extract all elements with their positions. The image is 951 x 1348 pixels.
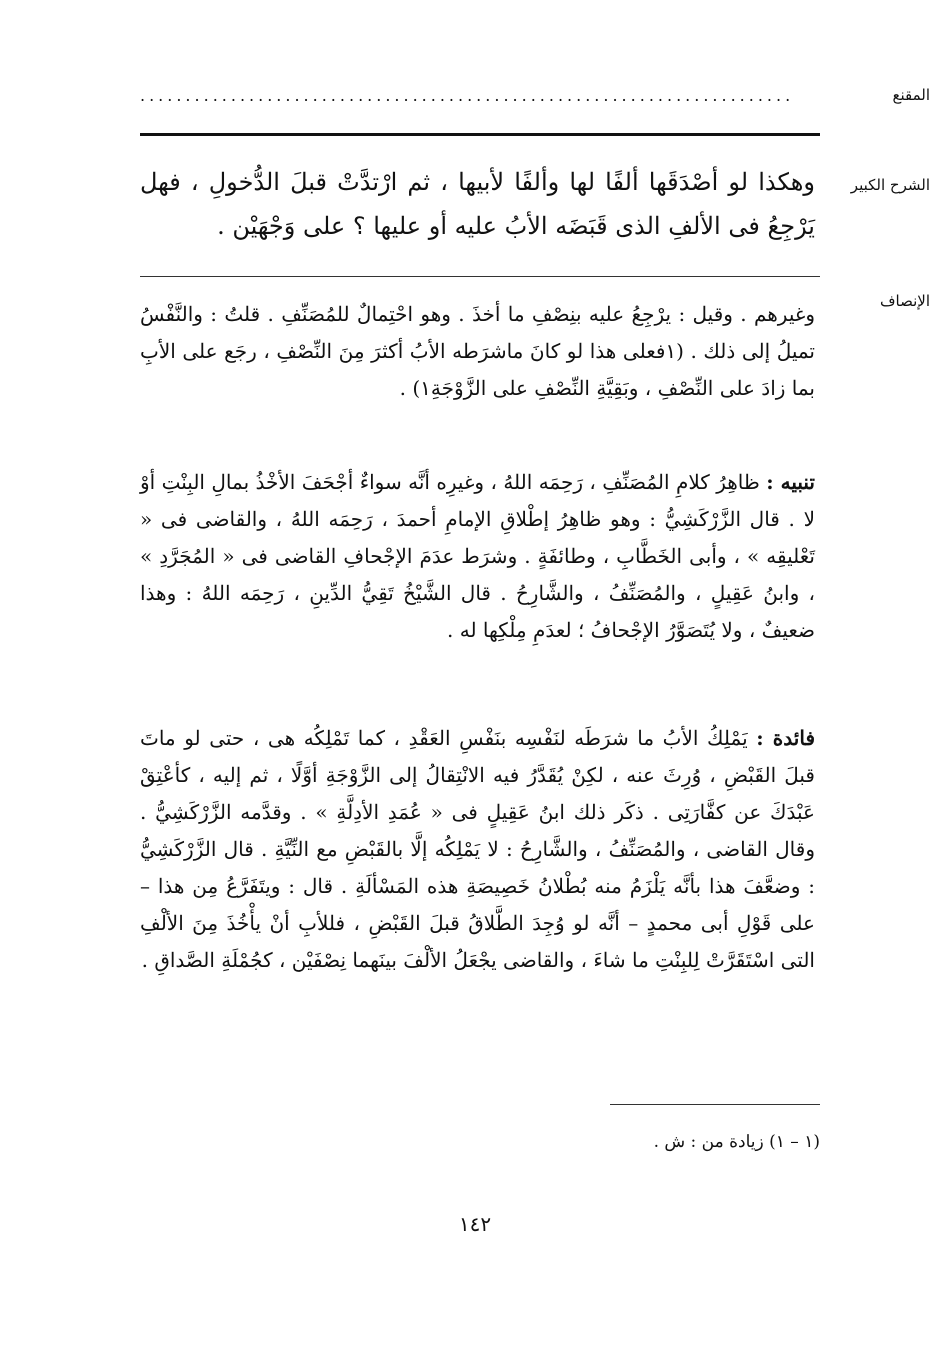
insaf-paragraph-1 <box>140 296 815 407</box>
faida-text: يَمْلِكُ الأبُ ما شرَطَه لنَفْسِه بنَفْسِ العَقْدِ ، كما تَمْلِكُه هى ، حتى لو ماتَ قبلَ القَبْضِ ، وُرِثَ عنه ، لكِنْ يُقَدَّرُ فيه الانْتِقالُ إلى الزَّوْجَةِ أوَّلًا ، ثم إليه ، كأعْتِقْ عَبْدَكَ عن كفَّارَتِى . ذكَر ذلك ابنُ عَقِيلٍ فى « عُمَدِ الأدِلَّةِ » . وقدَّمه الزَّرْكَشِيُّ . وقال القاضى ، والمُصَنِّفُ ، والشَّارِحُ : لا يَمْلِكُه إلَّا بالقَبْضِ مع النِّيَّةِ . قال الزَّرْكَشِيُّ : وضعَّفَ هذا بأنَّه يَلْزَمُ منه بُطْلانُ خَصِيصَةِ هذه المَسْألَةِ . قال : ويتَفَرَّعُ مِن هذا – على قَوْلِ أبى محمدٍ – أنَّه لو وُجِدَ الطَّلاقُ قبلَ القَبْضِ ، فللأبِ أنْ يأْخُذَ مِنَ الألْفِ التى اسْتَقَرَّتْ لِلبِنْتِ ما شاءَ ، والقاضى يجْعَلُ الألْفَ بينَهما نِصْفَيْن ، كجُمْلَةِ الصَّداقِ . <box>140 726 815 972</box>
tanbih-heading: تنبيه : <box>766 470 816 494</box>
section-divider <box>140 276 820 277</box>
page-number: ١٤٢ <box>458 1212 492 1236</box>
insaf-text-1: وغيرهم . وقيل : يرْجِعُ عليه بنِصْفِ ما أخذَ . وهو احْتِمالٌ للمُصَنِّفِ . قلتُ : والنَّفْسُ تميلُ إلى ذلك . (١فعلى هذا لو كانَ ماشرَطه الأبُ أكثرَ مِنَ النِّصْفِ ، رجَع على الأبِ بما زادَ على النِّصْفِ ، وبَقِيَّةِ النِّصْفِ على الزَّوْجَةِ١) . <box>140 302 815 400</box>
faida-heading: فائدة : <box>756 726 815 750</box>
faida-paragraph <box>140 720 815 979</box>
footnote-rule <box>610 1104 820 1105</box>
sharh-paragraph: وهكذا لو أصْدَقَها ألفًا لها وألفًا لأبيها ، ثم ارْتدَّتْ قبلَ الدُّخولِ ، فهل يَرْجِعُ فى الألفِ الذى قَبَضَه الأبُ عليه أو عليها ؟ على وَجْهَيْن . <box>140 168 815 240</box>
running-header-title: المقنع <box>892 86 930 104</box>
tanbih-paragraph <box>140 464 815 649</box>
footnote: (١ – ١) زيادة من : ش . <box>653 1132 820 1152</box>
tanbih-text: ظاهِرُ كلامِ المُصَنِّفِ ، رَحِمَه اللهُ ، وغيرِه أنَّه سواءٌ أجْحَفَ الأخْذُ بمالِ البِنْتِ أوْ لا . قال الزَّرْكَشِيُّ : وهو ظاهِرُ إطْلاقِ الإمامِ أحمدَ ، رَحِمَه اللهُ ، والقاضى فى « تَعْليقِه » ، وأبى الخَطَّابِ ، وطائفَةٍ . وشرَط عدَمَ الإجْحافِ القاضى فى « المُجَرَّدِ » ، وابنُ عَقِيلٍ ، والمُصَنِّفُ ، والشَّارِحُ . قال الشَّيْخُ تَقِيُّ الدِّينِ ، رَحِمَه اللهُ : وهذا ضعيفٌ ، ولا يُتَصَوَّرُ الإجْحافُ ؛ لعدَمِ مِلْكِها له . <box>140 470 815 642</box>
insaf-margin-label: الإنصاف <box>879 292 930 310</box>
sharh-margin-label: الشرح الكبير <box>850 176 930 194</box>
sharh-text <box>140 160 815 248</box>
header-dot-leader: ........................................................................ <box>140 88 795 104</box>
header-rule <box>140 133 820 136</box>
